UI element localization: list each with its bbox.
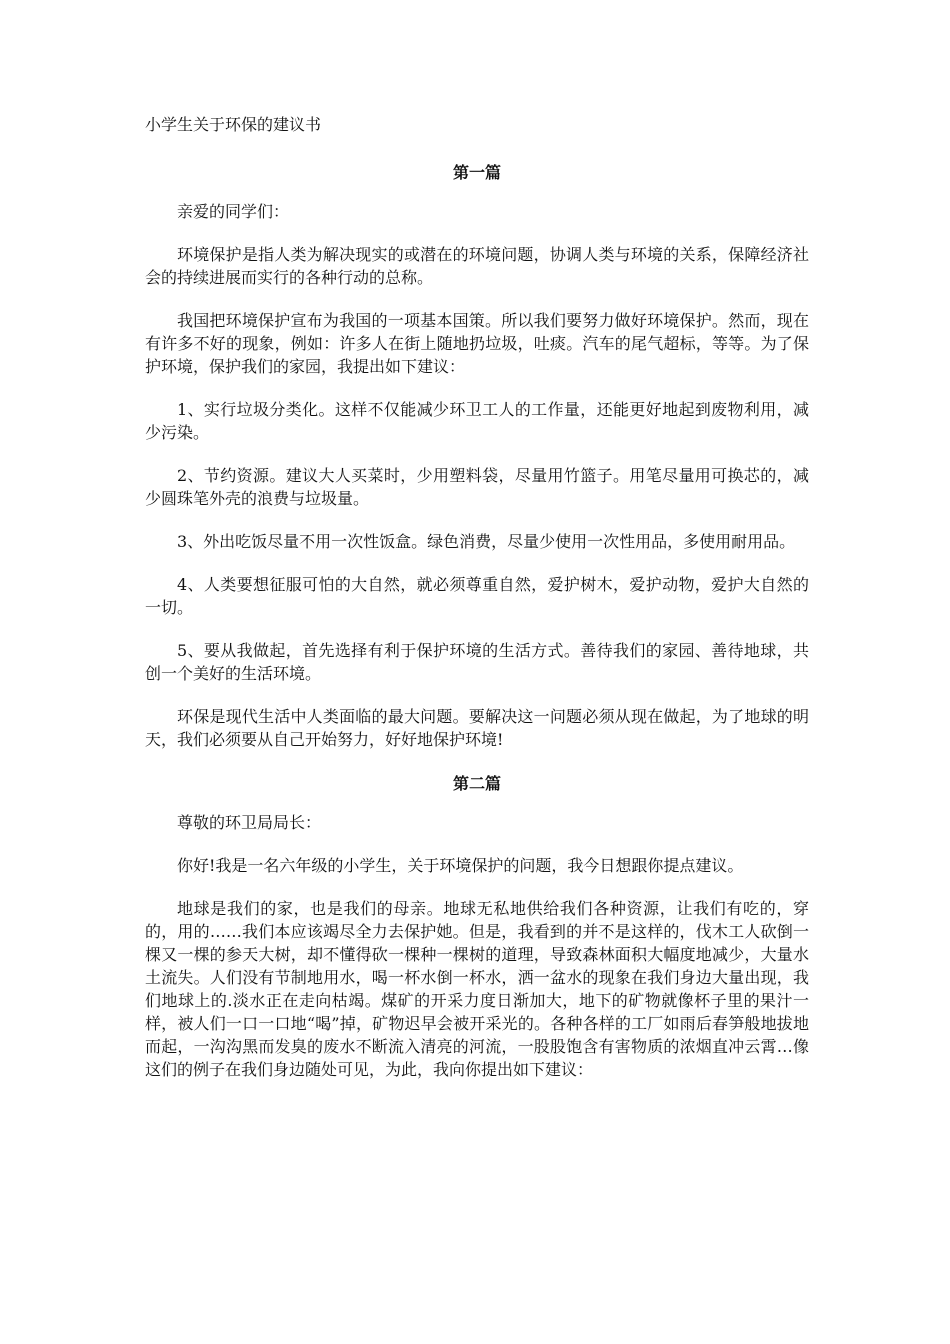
section-1-heading: 第一篇 bbox=[452, 163, 501, 182]
section-2-paragraph: 你好!我是一名六年级的小学生，关于环境保护的问题，我今日想跟你提点建议。 bbox=[177, 856, 744, 875]
section-1-salutation: 亲爱的同学们： bbox=[177, 202, 290, 221]
section-2-salutation: 尊敬的环卫局局长： bbox=[177, 813, 322, 832]
section-2-heading: 第二篇 bbox=[452, 774, 501, 793]
section-1-conclusion: 环保是现代生活中人类面临的最大问题。要解决这一问题必须从现在做起，为了地球的明天，我们必须要从自己开始努力，好好地保护环境! bbox=[145, 707, 809, 749]
section-1-suggestion-3: 3、外出吃饭尽量不用一次性饭盒。绿色消费，尽量少使用一次性用品，多使用耐用品。 bbox=[177, 532, 796, 551]
section-2-paragraph: 地球是我们的家，也是我们的母亲。地球无私地供给我们各种资源，让我们有吃的，穿的，用的……我们本应该竭尽全力去保护她。但是，我看到的并不是这样的，伐木工人砍倒一棵又一棵的参天大树，却不懂得砍一棵种一棵树的道理，导致森林面积大幅度地减少，大量水土流失。人们没有节制地用水，喝一杯水倒一杯水，洒一盆水的现象在我们身边大量出现，我们地球上的.淡水正在走向枯竭。煤矿的开采力度日渐加大，地下的矿物就像杯子里的果汁一样，被人们一口一口地“喝”掉，矿物迟早会被开采光的。各种各样的工厂如雨后春笋般地拔地而起，一沟沟黑而发臭的废水不断流入清亮的河流，一股股饱含有害物质的浓烟直冲云霄…像这们的例子在我们身边随处可见，为此，我向你提出如下建议： bbox=[145, 899, 809, 1079]
section-1-suggestion-4: 4、人类要想征服可怕的大自然，就必须尊重自然，爱护树木，爱护动物，爱护大自然的一切。 bbox=[145, 575, 809, 617]
section-1-suggestion-5: 5、要从我做起，首先选择有利于保护环境的生活方式。善待我们的家园、善待地球，共创一个美好的生活环境。 bbox=[145, 641, 809, 683]
section-1-suggestion-1: 1、实行垃圾分类化。这样不仅能减少环卫工人的工作量，还能更好地起到废物利用，减少污染。 bbox=[145, 400, 809, 442]
section-1-paragraph: 环境保护是指人类为解决现实的或潜在的环境问题，协调人类与环境的关系，保障经济社会的持续进展而实行的各种行动的总称。 bbox=[145, 245, 809, 287]
document-page bbox=[145, 112, 809, 1101]
document-title: 小学生关于环保的建议书 bbox=[145, 115, 322, 134]
section-1-suggestion-2: 2、节约资源。建议大人买菜时，少用塑料袋，尽量用竹篮子。用笔尽量用可换芯的，减少圆珠笔外壳的浪费与垃圾量。 bbox=[145, 466, 809, 508]
section-1-paragraph: 我国把环境保护宣布为我国的一项基本国策。所以我们要努力做好环境保护。然而，现在有许多不好的现象，例如：许多人在街上随地扔垃圾，吐痰。汽车的尾气超标，等等。为了保护环境，保护我们的家园，我提出如下建议： bbox=[145, 311, 809, 376]
